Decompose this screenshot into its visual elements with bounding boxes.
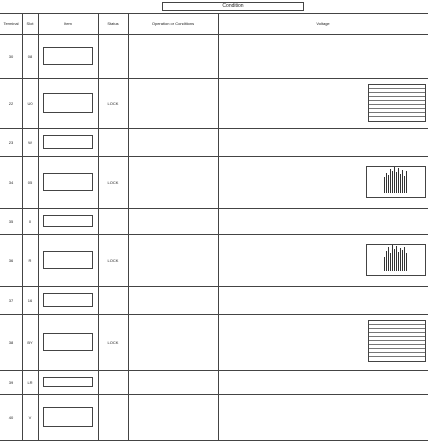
row-operation xyxy=(128,314,219,370)
row-item xyxy=(38,208,99,234)
row-item xyxy=(38,128,99,156)
row-slot: LR xyxy=(22,370,39,394)
row-terminal: 30 xyxy=(0,34,23,78)
row-status xyxy=(98,286,129,314)
grid-icon xyxy=(368,320,426,362)
row-status xyxy=(98,34,129,78)
table-row xyxy=(0,208,428,235)
row-voltage xyxy=(218,208,428,234)
row-terminal: 37 xyxy=(0,286,23,314)
header-voltage: Voltage xyxy=(316,21,330,26)
table-row xyxy=(0,128,428,157)
row-operation xyxy=(128,394,219,440)
table-row xyxy=(0,370,428,395)
table-row xyxy=(0,156,428,209)
row-operation xyxy=(128,234,219,286)
row-operation xyxy=(128,370,219,394)
waveform-icon xyxy=(366,244,426,276)
row-slot: 08 xyxy=(22,34,39,78)
row-item xyxy=(38,286,99,314)
row-terminal: 23 xyxy=(0,128,23,156)
row-operation xyxy=(128,208,219,234)
header-terminal: Terminal xyxy=(0,14,23,34)
row-status: LOCK xyxy=(98,314,129,370)
row-voltage xyxy=(218,78,428,128)
table-row xyxy=(0,286,428,315)
row-item xyxy=(38,156,99,208)
row-voltage xyxy=(218,34,428,78)
row-slot: W xyxy=(22,128,39,156)
row-slot: V xyxy=(22,394,39,440)
row-terminal: 40 xyxy=(0,394,23,440)
row-operation xyxy=(128,34,219,78)
header-slot: Slot xyxy=(22,14,39,34)
row-operation xyxy=(128,78,219,128)
row-terminal: 39 xyxy=(0,370,23,394)
row-terminal: 34 xyxy=(0,156,23,208)
table-row xyxy=(0,394,428,441)
row-voltage xyxy=(218,234,428,286)
row-voltage xyxy=(218,370,428,394)
row-operation xyxy=(128,156,219,208)
row-status: LOCK xyxy=(98,156,129,208)
table-header xyxy=(0,13,428,35)
row-operation xyxy=(128,286,219,314)
row-voltage xyxy=(218,156,428,208)
table-row xyxy=(0,34,428,79)
row-voltage xyxy=(218,286,428,314)
row-item xyxy=(38,394,99,440)
row-terminal: 35 xyxy=(0,208,23,234)
row-item xyxy=(38,234,99,286)
row-terminal: 38 xyxy=(0,314,23,370)
row-item xyxy=(38,370,99,394)
row-slot: 05 xyxy=(22,156,39,208)
row-terminal: 36 xyxy=(0,234,23,286)
table-row xyxy=(0,234,428,287)
table-row xyxy=(0,314,428,371)
row-voltage xyxy=(218,128,428,156)
row-item xyxy=(38,314,99,370)
row-status xyxy=(98,208,129,234)
row-slot: BY xyxy=(22,314,39,370)
row-slot: U0 xyxy=(22,78,39,128)
row-status xyxy=(98,394,129,440)
row-status: LOCK xyxy=(98,234,129,286)
header-status: Status xyxy=(98,14,129,34)
row-operation xyxy=(128,128,219,156)
row-voltage xyxy=(218,394,428,440)
waveform-icon xyxy=(366,166,426,198)
row-status: LOCK xyxy=(98,78,129,128)
row-slot: 16 xyxy=(22,286,39,314)
row-status xyxy=(98,128,129,156)
row-voltage xyxy=(218,314,428,370)
table-row xyxy=(0,78,428,129)
row-slot: 0 xyxy=(22,208,39,234)
grid-icon xyxy=(368,84,426,122)
row-slot: R xyxy=(22,234,39,286)
header-operation: Operation or Conditions xyxy=(128,14,219,34)
row-item xyxy=(38,34,99,78)
row-status xyxy=(98,370,129,394)
header-item: Item xyxy=(38,14,99,34)
row-terminal: 22 xyxy=(0,78,23,128)
row-item xyxy=(38,78,99,128)
sheet-title: Condition xyxy=(162,2,304,11)
